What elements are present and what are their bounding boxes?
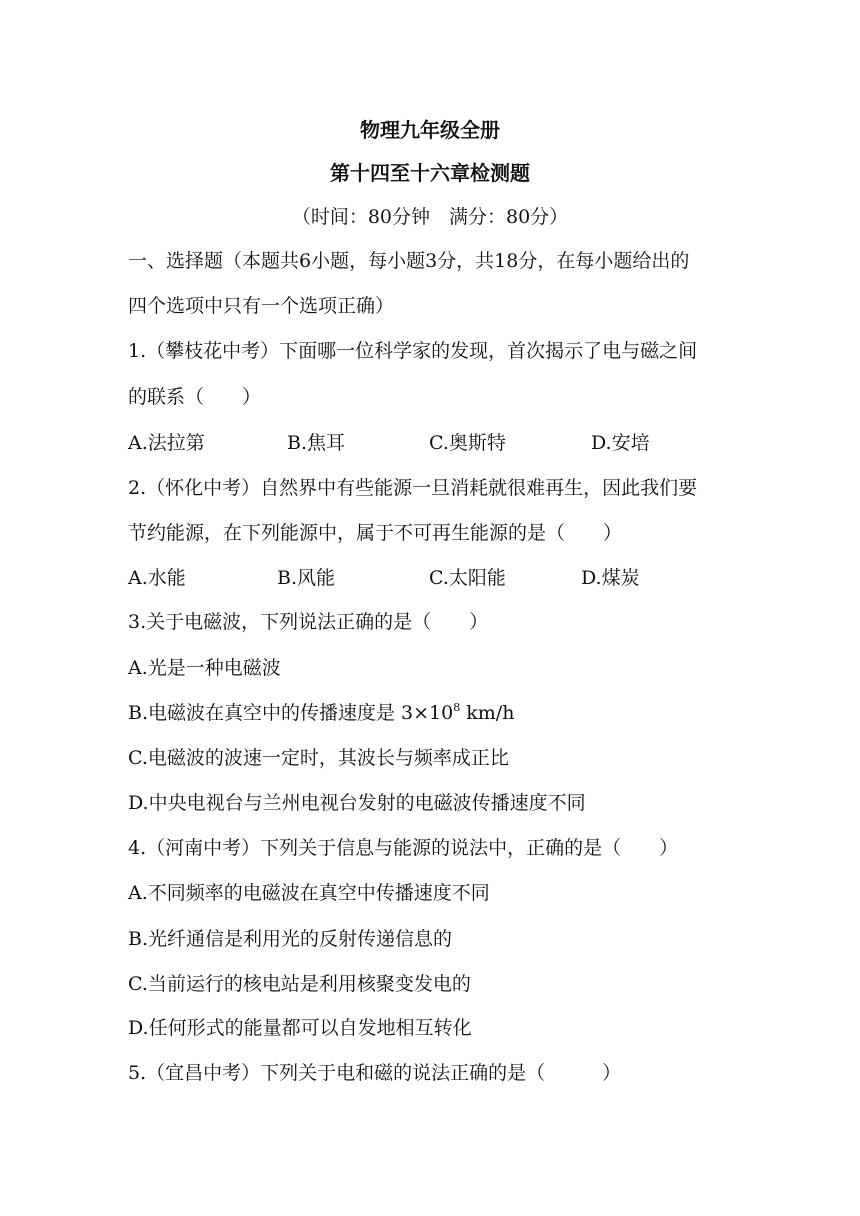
question-3-line-1: 3.关于电磁波，下列说法正确的是（ ） <box>128 611 489 633</box>
question-2-option-d: D.煤炭 <box>581 567 640 589</box>
document-title: 物理九年级全册 <box>360 118 500 142</box>
question-3-option-a: A.光是一种电磁波 <box>128 657 281 679</box>
question-4-option-d: D.任何形式的能量都可以自发地相互转化 <box>128 1017 472 1039</box>
exponent: 8 <box>453 701 461 714</box>
question-1-option-b: B.焦耳 <box>287 432 346 454</box>
question-3-option-b-unit: km/h <box>460 702 515 724</box>
question-3-option-b-text: B.电磁波在真空中的传播速度是 3×10 <box>128 702 454 724</box>
question-1-option-a: A.法拉第 <box>128 432 205 454</box>
question-5-line-1: 5.（宜昌中考）下列关于电和磁的说法正确的是（ ） <box>128 1062 622 1084</box>
question-3-option-b <box>128 701 514 725</box>
document-subtitle: 第十四至十六章检测题 <box>330 161 530 185</box>
question-1-option-d: D.安培 <box>591 432 650 454</box>
question-1-line-1: 1.（攀枝花中考）下面哪一位科学家的发现，首次揭示了电与磁之间 <box>128 340 698 362</box>
question-2-line-2: 节约能源，在下列能源中，属于不可再生能源的是（ ） <box>128 522 623 544</box>
section-heading-line-1: 一、选择题（本题共6小题，每小题3分，共18分，在每小题给出的 <box>128 250 690 272</box>
question-4-option-c: C.当前运行的核电站是利用核聚变发电的 <box>128 973 471 995</box>
question-2-option-b: B.风能 <box>277 567 336 589</box>
question-4-line-1: 4.（河南中考）下列关于信息与能源的说法中，正确的是（ ） <box>128 837 679 859</box>
question-2-option-a: A.水能 <box>128 567 186 589</box>
section-heading-line-2: 四个选项中只有一个选项正确） <box>128 295 395 317</box>
time-info: （时间：80分钟 满分：80分） <box>291 206 569 228</box>
question-2-line-1: 2.（怀化中考）自然界中有些能源一旦消耗就很难再生，因此我们要 <box>128 477 698 499</box>
question-4-option-b: B.光纤通信是利用光的反射传递信息的 <box>128 928 453 950</box>
question-4-option-a: A.不同频率的电磁波在真空中传播速度不同 <box>128 882 490 904</box>
question-1-option-c: C.奥斯特 <box>429 432 506 454</box>
question-3-option-c: C.电磁波的波速一定时，其波长与频率成正比 <box>128 747 509 769</box>
question-2-option-c: C.太阳能 <box>429 567 506 589</box>
question-3-option-d: D.中央电视台与兰州电视台发射的电磁波传播速度不同 <box>128 792 586 814</box>
question-1-line-2: 的联系（ ） <box>128 386 262 408</box>
